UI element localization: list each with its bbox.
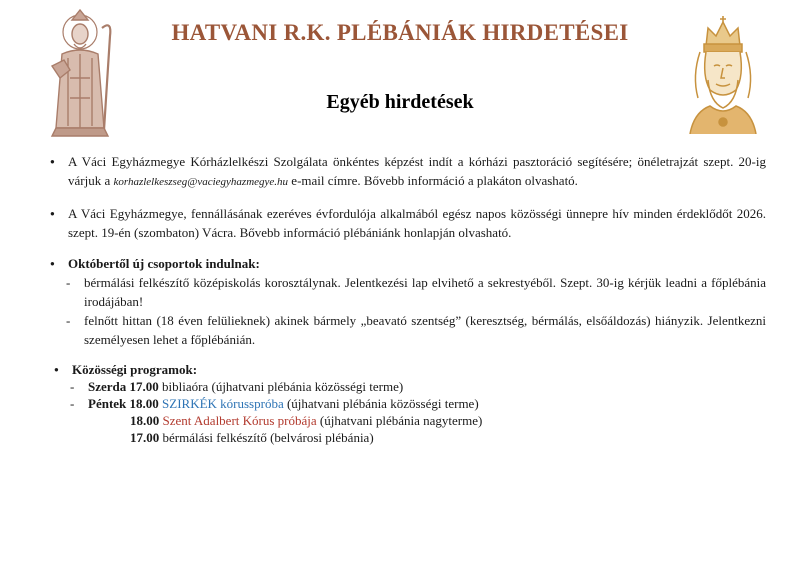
dash-marker: - bbox=[66, 275, 71, 290]
program-event-link[interactable]: Szent Adalbert Kórus próbája bbox=[162, 413, 317, 428]
program-item bbox=[52, 412, 766, 429]
groups-heading: ● Októbertől új csoportok indulnak: bbox=[48, 254, 766, 273]
announcement-text: A Váci Egyházmegye, fennállásának ezeréves évfordulója alkalmából egész napos közösségi ünnepre hív minden érdeklődőt 2026. szept. 19-én (szombaton) Vácra. Bővebb információ plébániánk honlapján olvasható. bbox=[68, 206, 766, 240]
program-item bbox=[52, 395, 766, 412]
programs-heading: ● Közösségi programok: bbox=[52, 361, 766, 378]
announcement-new-groups bbox=[48, 254, 766, 349]
program-day: Péntek 18.00 bbox=[88, 396, 159, 411]
announcement-community-programs bbox=[52, 361, 766, 446]
email-link[interactable]: korhazlelkeszseg@vaciegyhazmegye.hu bbox=[113, 176, 289, 188]
program-time: 18.00 bbox=[130, 413, 160, 428]
list-item-text: bérmálási felkészítő középiskolás korosztálynak. Jelentkezési lap elvihető a sekrestyéből. Szept. 30-ig kérjük leadni a főplébánia irodájában! bbox=[84, 275, 766, 309]
announcement-text: A Váci Egyházmegye Kórházlelkészi Szolgálata önkéntes képzést indít a kórházi pasztoráció segítésére; önéletrajzát szept. 20-ig várjuk a bbox=[68, 154, 766, 188]
dash-marker: - bbox=[70, 379, 75, 394]
program-item bbox=[52, 429, 766, 446]
dash-marker: - bbox=[66, 313, 71, 328]
announcements-list bbox=[48, 152, 766, 446]
program-text: bérmálási felkészítő (belvárosi plébánia) bbox=[159, 430, 374, 445]
list-item-text: felnőtt hittan (18 éven felülieknek) akinek bármely „beavató szentség” (keresztség, bérmálás, elsőáldozás) hiányzik. Jelentkezni személyesen lehet a főplébánián. bbox=[84, 313, 766, 347]
list-item bbox=[48, 273, 766, 311]
program-text: bibliaóra (újhatvani plébánia közösségi terme) bbox=[158, 379, 404, 394]
page-title: HATVANI R.K. PLÉBÁNIÁK HIRDETÉSEI bbox=[171, 20, 629, 45]
program-time: 17.00 bbox=[130, 430, 160, 445]
program-day: Szerda 17.00 bbox=[88, 379, 159, 394]
program-item bbox=[52, 378, 766, 395]
program-text: (újhatvani plébánia nagyterme) bbox=[316, 413, 483, 428]
program-event-link[interactable]: SZIRKÉK kórusspróba bbox=[162, 396, 284, 411]
announcement-diocese-anniversary bbox=[48, 204, 766, 242]
announcement-hospital-chaplaincy bbox=[48, 152, 766, 192]
list-item bbox=[48, 311, 766, 349]
announcement-text: e-mail címre. Bővebb információ a plakáton olvasható. bbox=[288, 173, 578, 188]
dash-marker: - bbox=[70, 396, 75, 411]
program-text: (újhatvani plébánia közösségi terme) bbox=[283, 396, 479, 411]
section-subtitle: Egyéb hirdetések bbox=[326, 91, 474, 113]
